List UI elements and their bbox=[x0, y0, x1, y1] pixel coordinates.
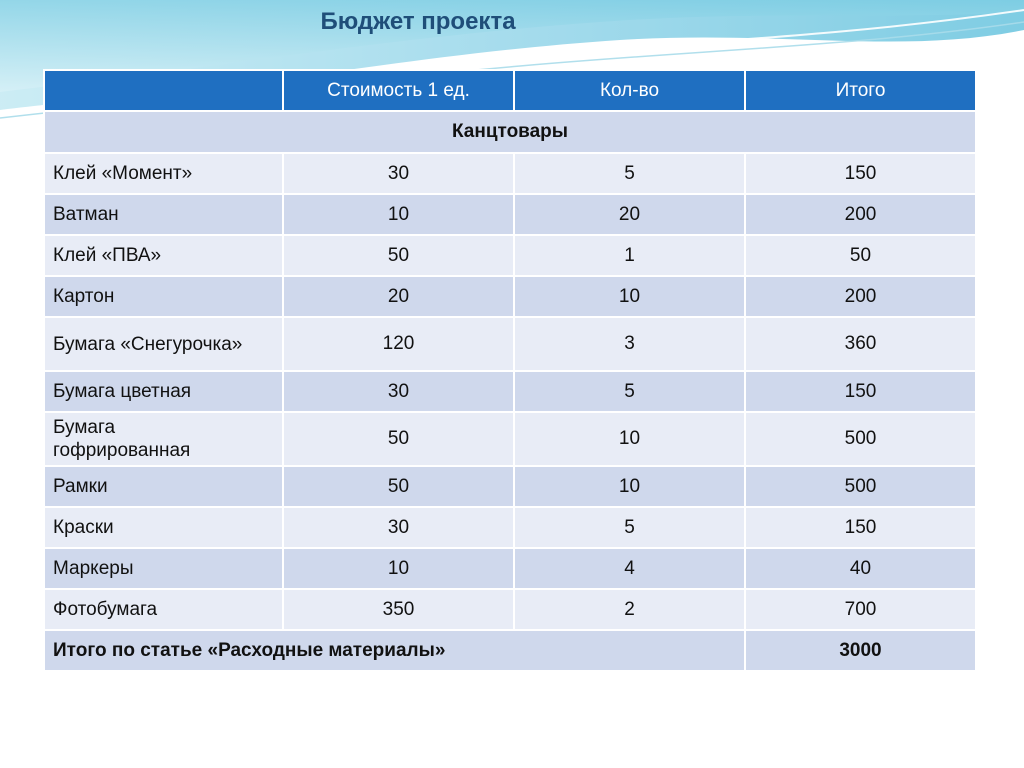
item-qty: 5 bbox=[514, 371, 745, 412]
item-name: Клей «Момент» bbox=[44, 153, 283, 194]
table-row bbox=[44, 317, 976, 371]
item-price: 30 bbox=[283, 153, 514, 194]
table-row bbox=[44, 276, 976, 317]
item-total: 700 bbox=[745, 589, 976, 630]
item-total: 500 bbox=[745, 412, 976, 466]
item-qty: 10 bbox=[514, 466, 745, 507]
table-row bbox=[44, 235, 976, 276]
header-cell-name bbox=[44, 70, 283, 111]
item-total: 150 bbox=[745, 507, 976, 548]
item-qty: 5 bbox=[514, 507, 745, 548]
header-cell-unit-price: Стоимость 1 ед. bbox=[283, 70, 514, 111]
table-row bbox=[44, 412, 976, 466]
item-price: 50 bbox=[283, 235, 514, 276]
item-name: Клей «ПВА» bbox=[44, 235, 283, 276]
item-qty: 1 bbox=[514, 235, 745, 276]
item-price: 20 bbox=[283, 276, 514, 317]
total-row bbox=[44, 630, 976, 671]
item-name: Маркеры bbox=[44, 548, 283, 589]
item-price: 120 bbox=[283, 317, 514, 371]
item-total: 200 bbox=[745, 276, 976, 317]
header-cell-total: Итого bbox=[745, 70, 976, 111]
item-total: 150 bbox=[745, 371, 976, 412]
item-price: 10 bbox=[283, 194, 514, 235]
item-price: 350 bbox=[283, 589, 514, 630]
slide-title: Бюджет проекта bbox=[320, 8, 516, 35]
item-qty: 5 bbox=[514, 153, 745, 194]
item-qty: 2 bbox=[514, 589, 745, 630]
item-price: 10 bbox=[283, 548, 514, 589]
table-row bbox=[44, 507, 976, 548]
item-total: 200 bbox=[745, 194, 976, 235]
table-header-row bbox=[44, 70, 976, 111]
item-name: Ватман bbox=[44, 194, 283, 235]
item-name: Краски bbox=[44, 507, 283, 548]
table-row bbox=[44, 548, 976, 589]
total-value: 3000 bbox=[745, 630, 976, 671]
item-name: Бумага гофрированная bbox=[53, 417, 191, 461]
table-row bbox=[44, 194, 976, 235]
item-total: 50 bbox=[745, 235, 976, 276]
item-name: Бумага «Снегурочка» bbox=[53, 333, 243, 355]
item-price: 50 bbox=[283, 466, 514, 507]
table-row bbox=[44, 589, 976, 630]
item-name: Картон bbox=[44, 276, 283, 317]
item-name: Фотобумага bbox=[44, 589, 283, 630]
item-qty: 4 bbox=[514, 548, 745, 589]
item-name: Бумага цветная bbox=[44, 371, 283, 412]
table-row bbox=[44, 466, 976, 507]
table-row bbox=[44, 153, 976, 194]
section-row bbox=[44, 111, 976, 153]
item-price: 50 bbox=[283, 412, 514, 466]
item-total: 40 bbox=[745, 548, 976, 589]
item-total: 360 bbox=[745, 317, 976, 371]
item-qty: 10 bbox=[514, 412, 745, 466]
item-total: 150 bbox=[745, 153, 976, 194]
item-qty: 20 bbox=[514, 194, 745, 235]
table-row bbox=[44, 371, 976, 412]
section-label: Канцтовары bbox=[44, 111, 976, 153]
header-cell-quantity: Кол-во bbox=[514, 70, 745, 111]
item-price: 30 bbox=[283, 507, 514, 548]
item-qty: 3 bbox=[514, 317, 745, 371]
total-label: Итого по статье «Расходные материалы» bbox=[44, 630, 745, 671]
item-qty: 10 bbox=[514, 276, 745, 317]
item-name: Рамки bbox=[44, 466, 283, 507]
item-total: 500 bbox=[745, 466, 976, 507]
item-price: 30 bbox=[283, 371, 514, 412]
budget-table bbox=[43, 69, 977, 672]
